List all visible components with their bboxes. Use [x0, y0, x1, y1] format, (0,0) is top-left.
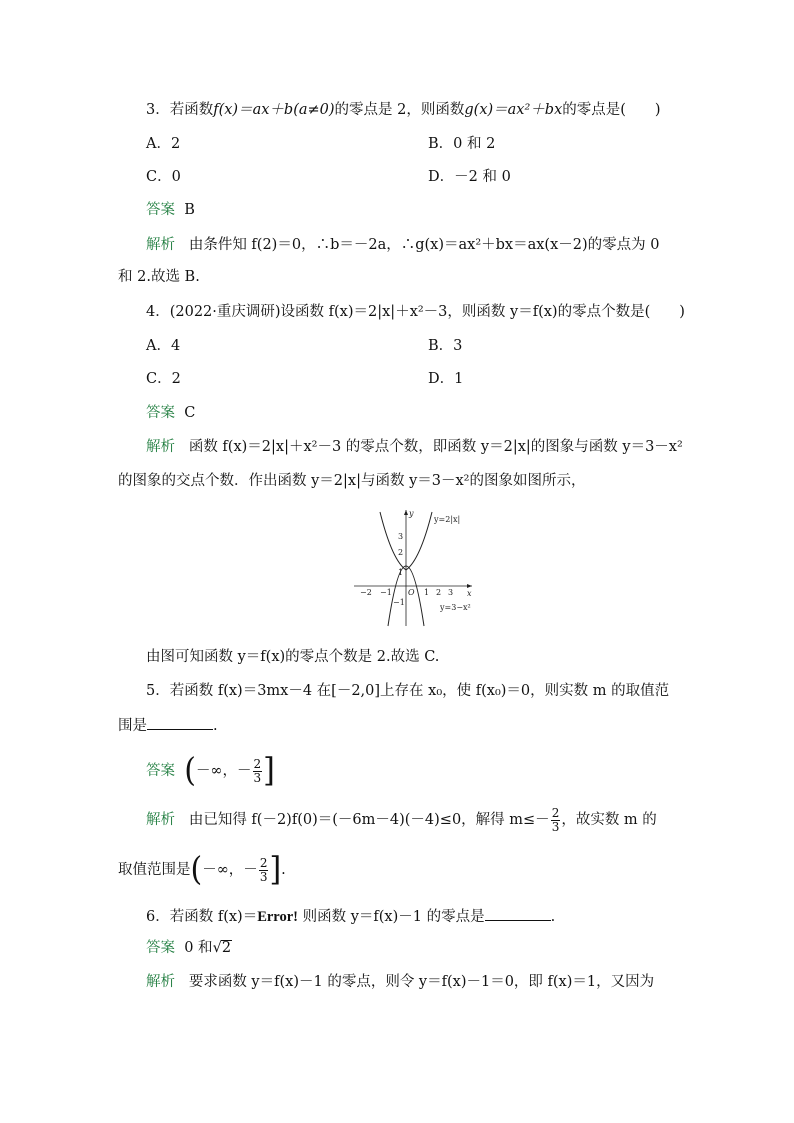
q5-answer [146, 753, 275, 789]
q4-analysis-text1: 函数 f(x)＝2|x|＋x²－3 的零点个数，即函数 y＝2|x|的图象与函数 y＝3－x² [188, 439, 683, 455]
q4-analysis-line2: 的图象的交点个数．作出函数 y＝2|x|与函数 y＝3－x²的图象如图所示， [118, 473, 586, 489]
q5-analysis-label: 解析 [146, 812, 175, 828]
x-tick-1: 1 [424, 588, 430, 597]
q3-option-c: C．0 [146, 169, 181, 185]
q5-analysis-line1 [146, 802, 657, 838]
left-paren: ( [184, 751, 196, 790]
q5-analysis-interval: －∞，－ [202, 862, 258, 878]
q3-answer-value: B [184, 202, 195, 218]
q6-analysis-line1 [146, 972, 654, 992]
q3-stem-c: 的零点是( ) [562, 102, 661, 118]
label-quad-curve: y=3−x² [440, 603, 471, 612]
q5-answer-blank [147, 715, 213, 730]
q5-analysis-fraction2 [259, 857, 269, 884]
q3-analysis-label: 解析 [146, 237, 175, 253]
y-axis-arrow [404, 510, 408, 515]
fraction-numerator: 2 [259, 855, 268, 870]
q6-answer-sqrt: 2 [221, 940, 232, 956]
q4-stem: 4．(2022·重庆调研)设函数 f(x)＝2|x|＋x²－3，则函数 y＝f(x)的零点个数是( ) [146, 304, 685, 320]
x-tick-3: 3 [448, 588, 454, 597]
axis-label-y: y [409, 509, 414, 518]
right-bracket: ] [263, 751, 275, 790]
q3-f-expr: f(x)＝ax＋b(a≠0) [213, 102, 335, 118]
q3-stem-a: 3．若函数 [146, 102, 214, 118]
q5-stem-line1: 5．若函数 f(x)＝3mx－4 在[－2,0]上存在 x₀，使 f(x₀)＝0，则实数 m 的取值范 [146, 683, 670, 699]
q4-option-c: C．2 [146, 371, 181, 387]
x-tick-neg1: −1 [380, 588, 392, 597]
q3-answer-label: 答案 [146, 202, 175, 218]
right-bracket: ] [269, 850, 282, 889]
x-tick-2: 2 [436, 588, 442, 597]
origin-label: O [408, 588, 415, 597]
q5-analysis-text2: 取值范围是 [118, 862, 191, 878]
q5-answer-label: 答案 [146, 763, 175, 779]
q5-stem-text2: 围是 [118, 718, 147, 734]
y-tick-3: 3 [398, 532, 404, 541]
q3-analysis-line2: 和 2.故选 B. [118, 269, 200, 285]
left-paren: ( [190, 850, 203, 889]
fraction-denominator: 3 [551, 819, 560, 834]
q6-answer: 答案 0 和√2 [146, 940, 232, 956]
q5-answer-interval: －∞，－ [195, 763, 252, 779]
q3-analysis-line1 [146, 235, 659, 255]
q4-answer [146, 403, 195, 423]
q3-stem-b: 的零点是 2，则函数 [334, 102, 465, 118]
q4-analysis-line1 [146, 437, 683, 457]
fraction-numerator: 2 [551, 805, 560, 820]
q3-answer [146, 200, 195, 220]
x-axis-arrow [467, 584, 472, 588]
q4-option-d: D．1 [428, 371, 464, 387]
q6-analysis-label: 解析 [146, 974, 175, 990]
q6-analysis-text1: 要求函数 y＝f(x)－1 的零点，则令 y＝f(x)－1＝0，即 f(x)＝1，又因为 [188, 974, 655, 990]
q3-stem [146, 100, 661, 120]
q6-error-text: Error! [257, 909, 298, 925]
q5-analysis-line2: 取值范围是(－∞，－ $\frac{2}{3}$ ]. [118, 850, 286, 889]
q6-answer-blank [485, 906, 551, 921]
label-exp-curve: y=2|x| [434, 515, 461, 524]
q4-conclusion: 由图可知函数 y＝f(x)的零点个数是 2.故选 C. [146, 649, 440, 665]
fraction-numerator: 2 [253, 756, 262, 771]
q5-analysis-text1b: ，故实数 m 的 [561, 812, 657, 828]
q3-option-a: A．2 [146, 136, 181, 152]
q4-option-a: A．4 [146, 338, 181, 354]
fraction-denominator: 3 [253, 770, 262, 785]
q4-option-b: B．3 [428, 338, 463, 354]
q6-stem-b: 则函数 y＝f(x)－1 的零点是 [302, 909, 485, 925]
q6-stem: 6．若函数 f(x)＝Error! 则函数 y＝f(x)－1 的零点是 . [146, 906, 555, 927]
y-tick-2: 2 [398, 548, 404, 557]
function-graph [350, 508, 474, 628]
q3-option-b: B．0 和 2 [428, 136, 496, 152]
q4-answer-value: C [184, 405, 196, 421]
axis-label-x: x [467, 589, 472, 598]
q3-option-d: D．－2 和 0 [428, 169, 511, 185]
y-tick-neg1: −1 [393, 598, 405, 607]
q3-g-expr: g(x)＝ax²＋bx [464, 102, 563, 118]
fraction-denominator: 3 [259, 869, 268, 884]
q4-answer-label: 答案 [146, 405, 175, 421]
q6-stem-a: 6．若函数 f(x)＝ [146, 909, 258, 925]
x-tick-neg2: −2 [360, 588, 372, 597]
y-tick-1: 1 [398, 568, 404, 577]
q3-analysis-text1: 由条件知 f(2)＝0，∴b＝－2a，∴g(x)＝ax²＋bx＝ax(x－2)的零点为 0 [188, 237, 660, 253]
q5-analysis-text1: 由已知得 f(－2)f(0)＝(－6m－4)(－4)≤0，解得 m≤－ [188, 812, 550, 828]
q5-answer-fraction [253, 758, 263, 785]
q4-analysis-label: 解析 [146, 439, 175, 455]
q5-stem-line2: 围是 . [118, 715, 218, 736]
q6-answer-text: 0 和 [184, 940, 213, 956]
q5-analysis-fraction [551, 807, 561, 834]
q6-answer-label: 答案 [146, 940, 175, 956]
